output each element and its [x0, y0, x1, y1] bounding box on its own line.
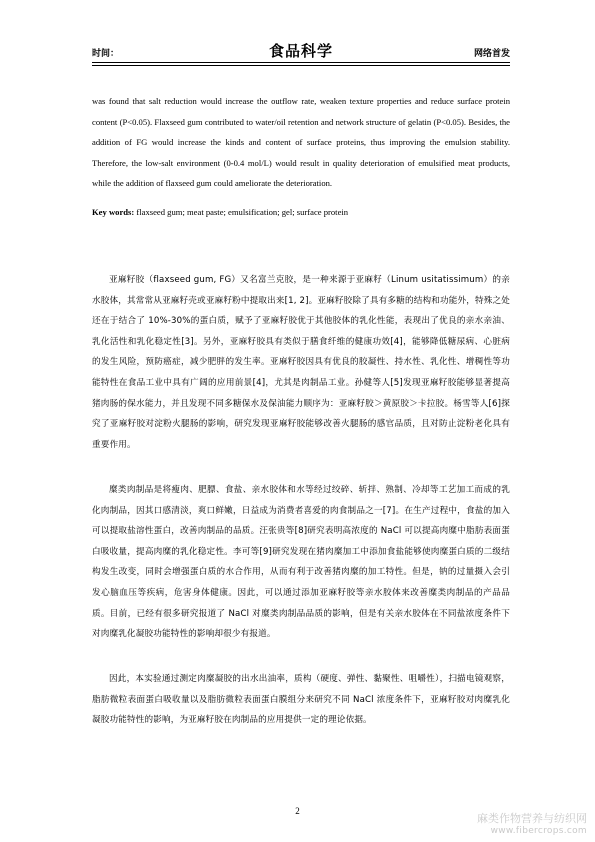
page-header [92, 36, 510, 64]
english-abstract: was found that salt reduction would increase the outflow rate, weaken texture properties and reduce surface protein content (P<0.05). Flaxseed gum contributed to water/oil retention and network structure of gelatin (P<0.05). Besides, the addition of FG would increase the kinds and content of surface proteins, thus improving the emulsion stability. Therefore, the low-salt environment (0-0.4 mol/L) would result in quality deterioration of emulsified meat products, while the addition of flaxseed gum could ameliorate the deterioration. [92, 96, 510, 188]
paragraph-text: 因此，本实验通过测定肉糜凝胶的出水出油率，质构（硬度、弹性、黏聚性、咀嚼性），扫描电镜观察，脂肪微粒表面蛋白吸收量以及脂肪微粒表面蛋白膜组分来研究不同 NaCl 浓度条件下，亚麻籽胶对肉糜乳化凝胶功能特性的影响，为亚麻籽胶在肉制品的应用提供一定的理论依据。 [92, 674, 510, 726]
journal-title: 食品科学 [268, 42, 333, 60]
header-online-first: 网络首发 [473, 49, 510, 59]
header-date-label: 时间： [92, 49, 120, 59]
paragraph-text: 糜类肉制品是将瘦肉、肥膘、食盐、亲水胶体和水等经过绞碎、斩拌、熟制、冷却等工艺加工而成的乳化肉制品，因其口感清淡，爽口鲜嫩，日益成为消费者喜爱的肉食制品之一[7]。在生产过程中，食盐的加入可以提取盐溶性蛋白，改善肉制品的品质。汪张贵等[8]研究表明高浓度的 NaCl 可以提高肉糜中脂肪表面蛋白吸收量，提高肉糜的乳化稳定性。李可等[9]研究发现在猪肉糜加工中添加食盐能够使肉糜蛋白质的二级结构发生改变，同时会增强蛋白质的水合作用，从而有利于改善猪肉糜的加工特性。但是，钠的过量摄入会引发心脑血压等疾病，危害身体健康。因此，可以通过添加亚麻籽胶等亲水胶体来改善糜类肉制品的产品品质。目前，已经有很多研究报道了 NaCl 对糜类肉制品品质的影响，但是有关亲水胶体在不同盐浓度条件下对肉糜乳化凝胶功能特性的影响却很少有报道。 [92, 485, 510, 640]
header-rule [92, 62, 510, 63]
watermark-name: 麻类作物营养与纺织网 [477, 812, 587, 825]
body-paragraph-1 [92, 270, 510, 455]
watermark-url: www.fibercrops.com [490, 826, 587, 836]
header-rule-thin [92, 65, 510, 66]
keywords-text: flaxseed gum; meat paste; emulsification; gel; surface protein [136, 207, 349, 217]
page-number: 2 [295, 806, 300, 816]
body-paragraph-3 [92, 669, 510, 731]
watermark [477, 812, 587, 838]
keywords-label: Key words: [92, 207, 135, 217]
paragraph-text: 亚麻籽胶（flaxseed gum, FG）又名富兰克胶，是一种来源于亚麻籽（Linum usitatissimum）的亲水胶体，其常常从亚麻籽壳或亚麻籽粉中提取出来[1, 2]。亚麻籽胶除了具有多糖的结构和功能外，特殊之处还在于结合了 10%-30%的蛋白质，赋予了亚麻籽胶优于其他胶体的乳化性能，表现出了优良的亲水亲油、乳化活性和乳化稳定性[3]。另外，亚麻籽胶具有类似于膳食纤维的健康功效[4]，能够降低糖尿病、心脏病的发生风险，预防癌症，减少肥胖的发生率。亚麻籽胶因具有优良的胶凝性、持水性、乳化性、增稠性等功能特性在食品工业中具有广阔的应用前景[4]，尤其是肉制品工业。孙健等人[5]发现亚麻籽胶能够显著提高猪肉肠的保水能力，并且发现不同多糖保水及保油能力顺序为：亚麻籽胶＞黄原胶＞卡拉胶。杨雪等人[6]探究了亚麻籽胶对淀粉火腿肠的影响，研究发现亚麻籽胶能够改善火腿肠的感官品质，且对防止淀粉老化具有重要作用。 [92, 275, 510, 450]
body-paragraph-2 [92, 480, 510, 645]
keywords [92, 202, 510, 222]
